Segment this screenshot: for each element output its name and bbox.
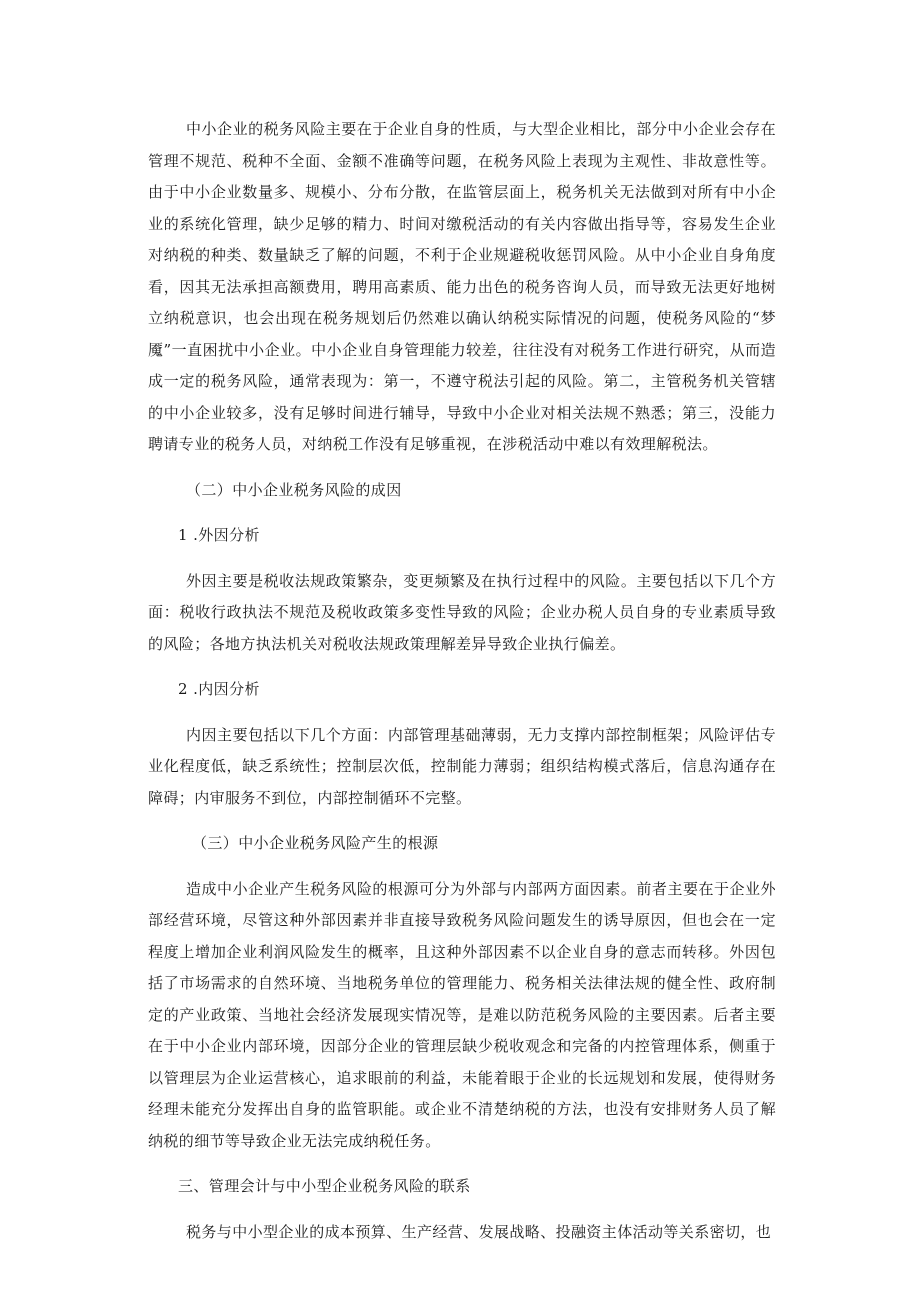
subheading-external-analysis: 1 .外因分析: [178, 526, 260, 544]
section-heading-management-accounting: 三、管理会计与中小型企业税务风险的联系: [178, 1177, 471, 1195]
paragraph-tax-risk-overview: 中小企业的税务风险主要在于企业自身的性质，与大型企业相比，部分中小企业会存在管理不规范、税种不全面、金额不准确等问题，在税务风险上表现为主观性、非故意性等。由于中小企业数量多、规模小、分布分散，在监管层面上，税务机关无法做到对所有中小企业的系统化管理，缺少足够的精力、时间对缴税活动的有关内容做出指导等，容易发生企业对纳税的种类、数量缺乏了解的问题，不利于企业规避税收惩罚风险。从中小企业自身角度看，因其无法承担高额费用，聘用高素质、能力出色的税务咨询人员，而导致无法更好地树立纳税意识，也会出现在税务规划后仍然难以确认纳税实际情况的问题，使税务风险的“梦魇”一直困扰中小企业。中小企业自身管理能力较差，往往没有对税务工作进行研究，从而造成一定的税务风险，通常表现为：第一，不遵守税法引起的风险。第二，主管税务机关管辖的中小企业较多，没有足够时间进行辅导，导致中小企业对相关法规不熟悉；第三，没能力聘请专业的税务人员，对纳税工作没有足够重视，在涉税活动中难以有效理解税法。: [148, 120, 776, 453]
section-heading-root-causes: （三）中小企业税务风险产生的根源: [192, 834, 439, 852]
subheading-internal-analysis: 2 .内因分析: [178, 680, 260, 698]
paragraph-external-causes: 外因主要是税收法规政策繁杂，变更频繁及在执行过程中的风险。主要包括以下几个方面：税收行政执法不规范及税收政策多变性导致的风险；企业办税人员自身的专业素质导致的风险；各地方执法机关对税收法规政策理解差异导致企业执行偏差。: [148, 571, 776, 653]
paragraph-internal-causes: 内因主要包括以下几个方面：内部管理基础薄弱，无力支撑内部控制框架；风险评估专业化程度低，缺乏系统性；控制层次低，控制能力薄弱；组织结构模式落后，信息沟通存在障碍；内审服务不到位，内部控制循环不完整。: [148, 725, 776, 807]
section-heading-causes: （二）中小企业税务风险的成因: [186, 480, 402, 499]
paragraph-management-accounting-intro: 税务与中小型企业的成本预算、生产经营、发展战略、投融资主体活动等关系密切，也: [186, 1222, 772, 1241]
paragraph-root-causes: 造成中小企业产生税务风险的根源可分为外部与内部两方面因素。前者主要在于企业外部经营环境，尽管这种外部因素并非直接导致税务风险问题发生的诱导原因，但也会在一定程度上增加企业利润风险发生的概率，且这种外部因素不以企业自身的意志而转移。外因包括了市场需求的自然环境、当地税务单位的管理能力、税务相关法律法规的健全性、政府制定的产业政策、当地社会经济发展现实情况等，是难以防范税务风险的主要因素。后者主要在于中小企业内部环境，因部分企业的管理层缺少税收观念和完备的内控管理体系，侧重于以管理层为企业运营核心，追求眼前的利益，未能着眼于企业的长远规划和发展，使得财务经理未能充分发挥出自身的监管职能。或企业不清楚纳税的方法，也没有安排财务人员了解纳税的细节等导致企业无法完成纳税任务。: [148, 879, 776, 1150]
document-body: [148, 114, 776, 1248]
